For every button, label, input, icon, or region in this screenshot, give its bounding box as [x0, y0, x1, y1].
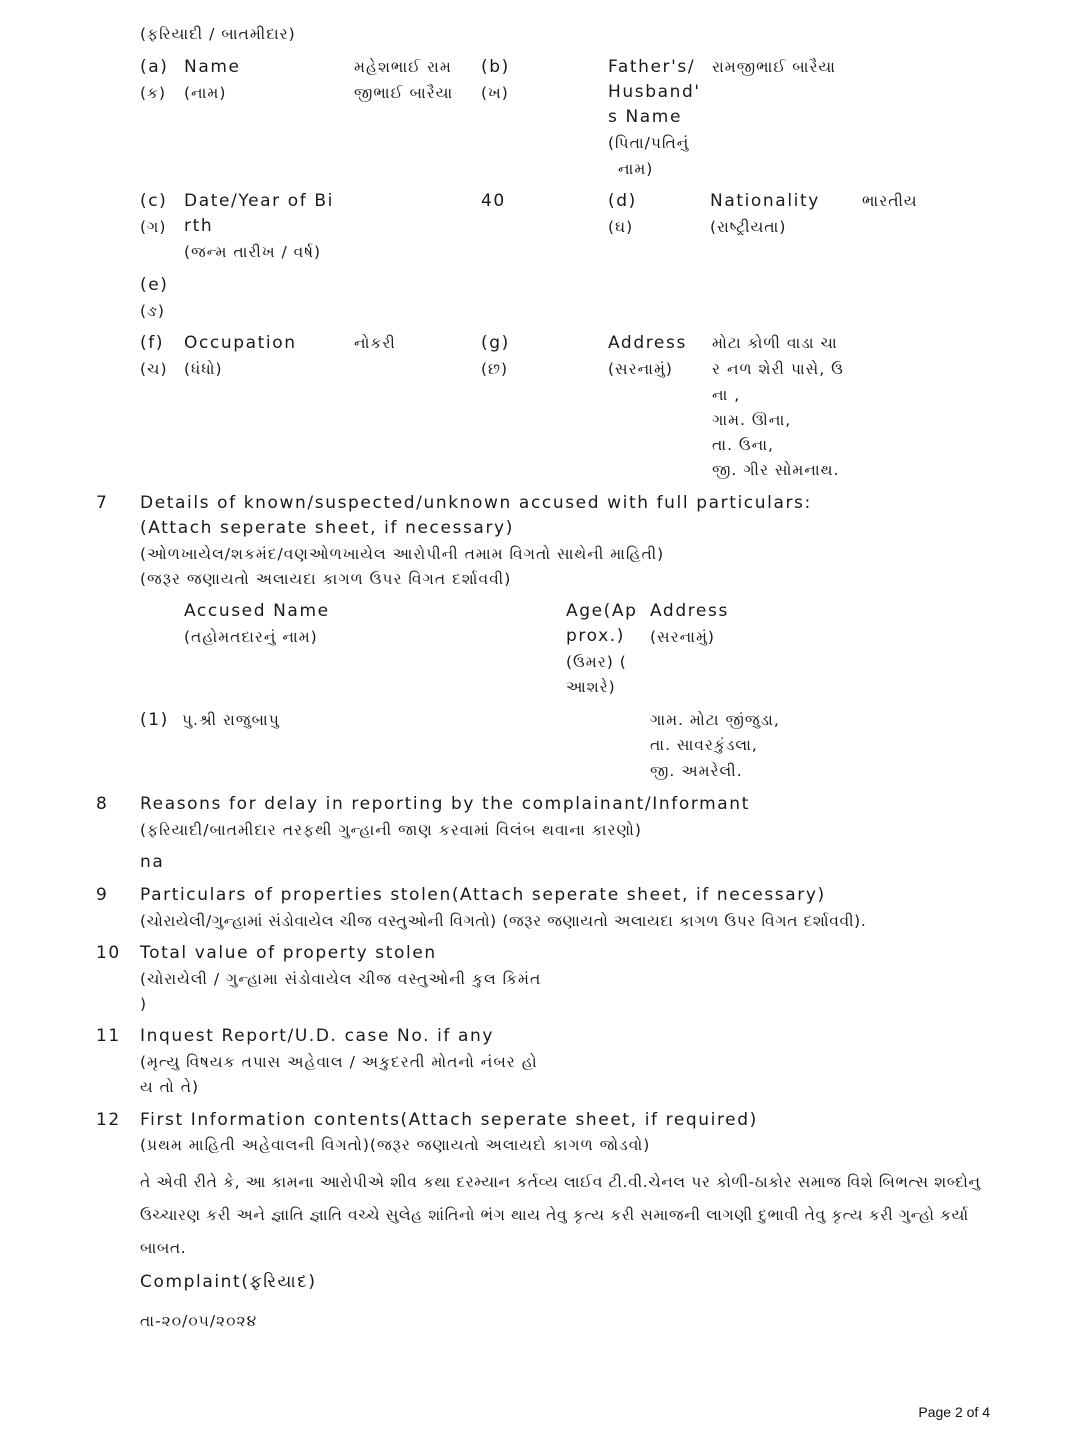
- letter-d-gujarati: (ઘ): [608, 218, 634, 236]
- dob-label-line2: rth: [184, 216, 214, 236]
- letter-e: (e): [140, 275, 169, 295]
- section12-title: First Information contents(Attach seperate sheet, if required): [140, 1110, 758, 1130]
- accused-name: પુ.શ્રી રાજુબાપુ: [182, 711, 280, 729]
- letter-g-gujarati: (છ): [481, 360, 509, 378]
- name-value-line1: મહેશભાઈ રામ: [354, 58, 452, 76]
- address-line: મોટા કોળી વાડા ચા: [712, 334, 838, 352]
- section11-gujarati-1: (મૃત્યુ વિષયક તપાસ અહેવાલ / અકુદરતી મોતનો નંબર હો: [140, 1053, 538, 1071]
- dob-value: 40: [481, 191, 506, 211]
- letter-d: (d): [608, 191, 637, 211]
- letter-a-gujarati: (ક): [140, 84, 167, 102]
- address-label: Address: [608, 333, 687, 353]
- page-number: Page 2 of 4: [918, 1404, 990, 1420]
- address-line: તા. ઉના,: [712, 436, 774, 454]
- accused-address-line: તા. સાવરકુંડલા,: [650, 736, 758, 754]
- complaint-label: Complaint(ફરિયાદ): [140, 1272, 317, 1292]
- accused-address-header-gujarati: (સરનામું): [650, 628, 715, 646]
- dob-label-line1: Date/Year of Bi: [184, 191, 334, 211]
- name-label-gujarati: (નામ): [184, 84, 227, 102]
- accused-name-header-gujarati: (તહોમતદારનું નામ): [184, 628, 318, 646]
- name-value-line2: જીભાઈ બારૈયા: [354, 84, 454, 102]
- accused-age-header-gujarati-1: (ઉમર) (: [566, 653, 627, 671]
- letter-g: (g): [481, 333, 510, 353]
- name-label: Name: [184, 57, 241, 77]
- complaint-date: તા-૨૦/૦૫/૨૦૨૪: [140, 1312, 258, 1330]
- section10-title: Total value of property stolen: [140, 943, 437, 963]
- address-line: ના ,: [712, 386, 741, 404]
- letter-a: (a): [140, 57, 169, 77]
- nationality-label-gujarati: (રાષ્ટ્રીયતા): [710, 218, 787, 236]
- accused-age-header-2: prox.): [566, 626, 625, 646]
- dob-label-gujarati: (જન્મ તારીખ / વર્ષ): [184, 243, 322, 261]
- father-value: રામજીભાઈ બારૈયા: [712, 58, 836, 76]
- accused-address-line: ગામ. મોટા જીંજુડા,: [650, 711, 780, 729]
- section7-subtitle: (Attach seperate sheet, if necessary): [140, 518, 514, 538]
- letter-b-gujarati: (ખ): [481, 84, 509, 102]
- section7-gujarati-2: (જરૂર જણાયતો અલાયદા કાગળ ઉપર વિગત દર્શાવવી): [140, 570, 512, 588]
- letter-c-gujarati: (ગ): [140, 218, 167, 236]
- letter-c: (c): [140, 191, 168, 211]
- nationality-label: Nationality: [710, 191, 820, 211]
- complainant-heading: (ફરિયાદી / બાતમીદાર): [140, 25, 296, 43]
- section9-title: Particulars of properties stolen(Attach seperate sheet, if necessary): [140, 885, 826, 905]
- section11-title: Inquest Report/U.D. case No. if any: [140, 1026, 495, 1046]
- father-label-line1: Father's/: [608, 57, 696, 77]
- accused-address-header: Address: [650, 601, 729, 621]
- occupation-value: નોકરી: [354, 334, 396, 352]
- accused-address-line: જી. અમરેલી.: [650, 762, 743, 780]
- section12-gujarati: (પ્રથમ માહિતી અહેવાલની વિગતો)(જરૂર જણાયતો અલાયદો કાગળ જોડવો): [140, 1136, 651, 1154]
- father-label-line3: s Name: [608, 107, 683, 127]
- father-label-gujarati-2: નામ): [618, 160, 654, 178]
- section10-gujarati-2: ): [140, 995, 148, 1013]
- nationality-value: ભારતીય: [862, 192, 918, 210]
- section8-title: Reasons for delay in reporting by the complainant/Informant: [140, 794, 750, 814]
- section11-gujarati-2: ય તો તે): [140, 1078, 200, 1096]
- accused-age-header-1: Age(Ap: [566, 601, 638, 621]
- section-number: 8: [96, 794, 109, 814]
- address-line: ર નળ શેરી પાસે, ઉ: [712, 360, 844, 378]
- letter-b: (b): [481, 57, 510, 77]
- section9-gujarati: (ચોરાયેલી/ગુન્હામાં સંડોવાયેલ ચીજ વસ્તુઓની વિગતો) (જરૂર જણાયતો અલાયદા કાગળ ઉપર વિગત દર્શાવવી).: [140, 912, 867, 930]
- father-label-gujarati-1: (પિતા/પતિનું: [608, 134, 690, 152]
- accused-age-header-gujarati-2: આશરે): [566, 678, 616, 696]
- section7-title: Details of known/suspected/unknown accused with full particulars:: [140, 493, 812, 513]
- section8-gujarati: (ફરિયાદી/બાતમીદાર તરફથી ગુન્હાની જાણ કરવામાં વિલંબ થવાના કારણો): [140, 821, 642, 839]
- letter-f: (f): [140, 333, 165, 353]
- letter-f-gujarati: (ચ): [140, 360, 168, 378]
- first-information-body: તે એવી રીતે કે, આ કામના આરોપીએ શીવ કથા દરમ્યાન કર્તવ્ય લાઈવ ટી.વી.ચેનલ પર કોળી-ઠાકોર સમાજ વિશે બિભત્સ શબ્દોનુ ઉચ્ચારણ કરી અને જ્ઞાતિ જ્ઞાતિ વચ્ચે સુલેહ શાંતિનો ભંગ થાય તેવુ કૃત્ય કરી સમાજની લાગણી દુભાવી તેવુ કૃત્ય કરી ગુન્હો કર્યા બાબત.: [140, 1173, 981, 1257]
- occupation-label: Occupation: [184, 333, 297, 353]
- section7-gujarati-1: (ઓળખાયેલ/શકમંદ/વણઓળખાયેલ આરોપીની તમામ વિગતો સાથેની માહિતી): [140, 545, 665, 563]
- address-line: જી. ગીર સોમનાથ.: [712, 461, 840, 479]
- section-number: 12: [96, 1110, 121, 1130]
- section-number: 10: [96, 943, 121, 963]
- letter-e-gujarati: (ઙ): [140, 302, 165, 320]
- section10-gujarati-1: (ચોરાયેલી / ગુન્હામા સંડોવાયેલ ચીજ વસ્તુઓની કુલ કિમંત: [140, 970, 542, 988]
- address-line: ગામ. ઊના,: [712, 411, 792, 429]
- accused-name-header: Accused Name: [184, 601, 330, 621]
- section-number: 11: [96, 1026, 121, 1046]
- section8-value: na: [140, 852, 165, 872]
- accused-index: (1): [140, 710, 169, 730]
- address-label-gujarati: (સરનામું): [608, 360, 673, 378]
- section-number: 9: [96, 885, 109, 905]
- section-number: 7: [96, 493, 109, 513]
- father-label-line2: Husband': [608, 82, 701, 102]
- occupation-label-gujarati: (ધંધો): [184, 360, 223, 378]
